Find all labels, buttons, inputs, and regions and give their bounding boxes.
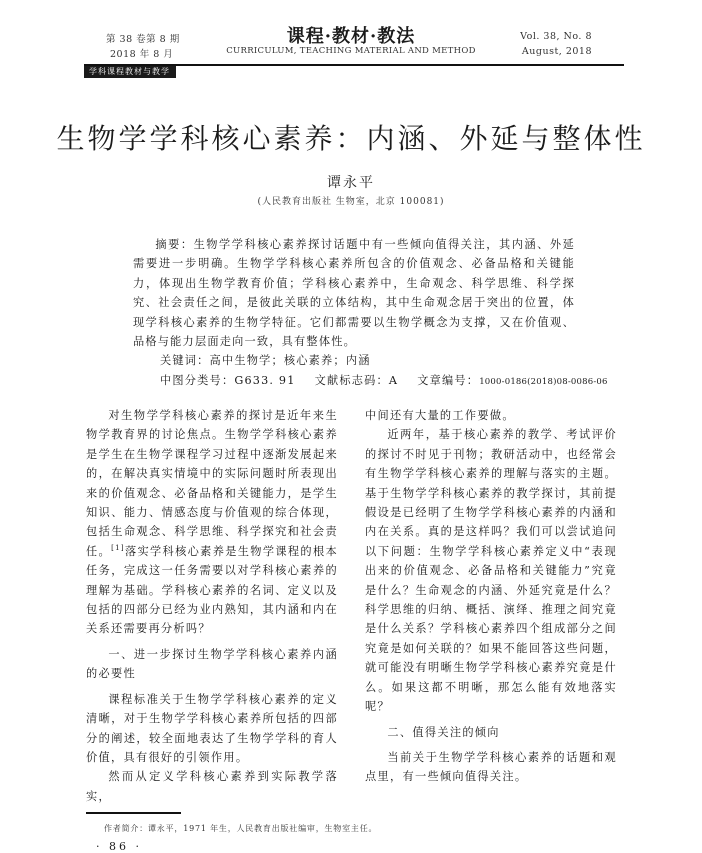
abstract-text: 摘要：生物学学科核心素养探讨话题中有一些倾向值得关注，其内涵、外延需要进一步明确。生物学学科核心素养所包含的价值观念、必备品格和关键能力，体现出生物学教育价值；学科核心素养中，生命观念、科学思维、科学探究、社会责任之间，是彼此关联的立体结构，其中生命观念居于突出的位置，体现学科核心素养的生物学特征。它们都需要以生物学概念为支撑，又在价值观、品格与能力层面走向一致，具有整体性。 [133,238,575,349]
paragraph: 当前关于生物学学科核心素养的话题和观点里，有一些倾向值得关注。 [365,750,617,784]
publication-date-en: August, 2018 [521,46,592,57]
paragraph-text: 对生物学学科核心素养的探讨是近年来生物学教育界的讨论焦点。生物学学科核心素养是学生在生物学课程学习过程中逐渐发展起来的，在解决真实情境中的实际问题时所表现出来的价值观念、必备品格和关键能力，是学生知识、能力、情感态度与价值观的综合体现，包括生命观念、科学思维、科学探究和社会责任。 [86,409,338,558]
keywords: 关键词：高中生物学；核心素养；内涵 [160,354,371,368]
body-column-right [365,406,617,787]
document-code: 文献标志码：A [314,373,399,387]
paragraph: 中间还有大量的工作要做。 [365,409,515,422]
citation-ref[interactable]: [1] [111,543,125,552]
classification-line [133,371,608,392]
volume-issue-cn: 第 38 卷第 8 期 [106,34,180,45]
publication-date-cn: 2018 年 8 月 [110,49,174,60]
article-number-label: 文章编号： [417,373,480,387]
paragraph-text: 落实学科核心素养是生物学课程的根本任务，完成这一任务需要以对学科核心素养的理解为基础。学科核心素养的名词、定义以及包括的四部分已经为业内熟知，其内涵和内在关系还需要再分析吗？ [86,544,338,636]
article-title: 生物学学科核心素养：内涵、外延与整体性 [56,122,646,155]
footnote-divider [86,812,181,814]
clc-number: 中图分类号：G633. 91 [160,373,296,387]
paragraph: 近两年，基于核心素养的教学、考试评价的探讨不时见于刊物；教研活动中，也经常会有生物学学科核心素养的理解与落实的主题。基于生物学学科核心素养的教学探讨，其前提假设是已经明了生物学学科核心素养的内涵和内在关系。真的是这样吗？我们可以尝试追问以下问题：生物学学科核心素养定义中“表现出来的价值观念、必备品格和关键能力”究竟是什么？生命观念的内涵、外延究竟是什么？科学思维的归纳、概括、演绎、推理之间究竟是什么关系？学科核心素养四个组成部分之间究竟是如何关联的？如果不能回答这些问题，就可能没有明晰生物学学科核心素养究竟是什么。如果这都不明晰，那怎么能有效地落实呢？ [365,428,617,714]
author-note: 作者简介：谭永平，1971 年生，人民教育出版社编审，生物室主任。 [104,824,378,833]
body-column-left [86,406,338,806]
article-author: 谭永平 [327,175,375,191]
journal-title-en: CURRICULUM, TEACHING MATERIAL AND METHOD [226,46,476,56]
author-affiliation: (人民教育出版社 生物室，北京 100081) [257,197,445,207]
paragraph [86,406,338,639]
volume-issue-en: Vol. 38, No. 8 [520,31,592,42]
journal-title-cn: 课程·教材·教法 [286,26,416,47]
section-heading-2: 二、值得关注的倾向 [387,725,500,739]
article-number: 1000-0186(2018)08-0086-06 [479,376,608,387]
paragraph: 然而从定义学科核心素养到实际教学落实， [86,770,338,803]
abstract-block [133,235,608,392]
paragraph: 课程标准关于生物学学科核心素养的定义清晰，对于生物学学科核心素养所包括的四部分的阐述，较全面地表达了生物学学科的育人价值，具有很好的引领作用。 [86,692,338,764]
page-number: · 86 · [96,840,142,853]
section-heading-1: 一、进一步探讨生物学学科核心素养内涵的必要性 [86,647,338,681]
section-tag: 学科课程教材与教学 [84,66,176,78]
